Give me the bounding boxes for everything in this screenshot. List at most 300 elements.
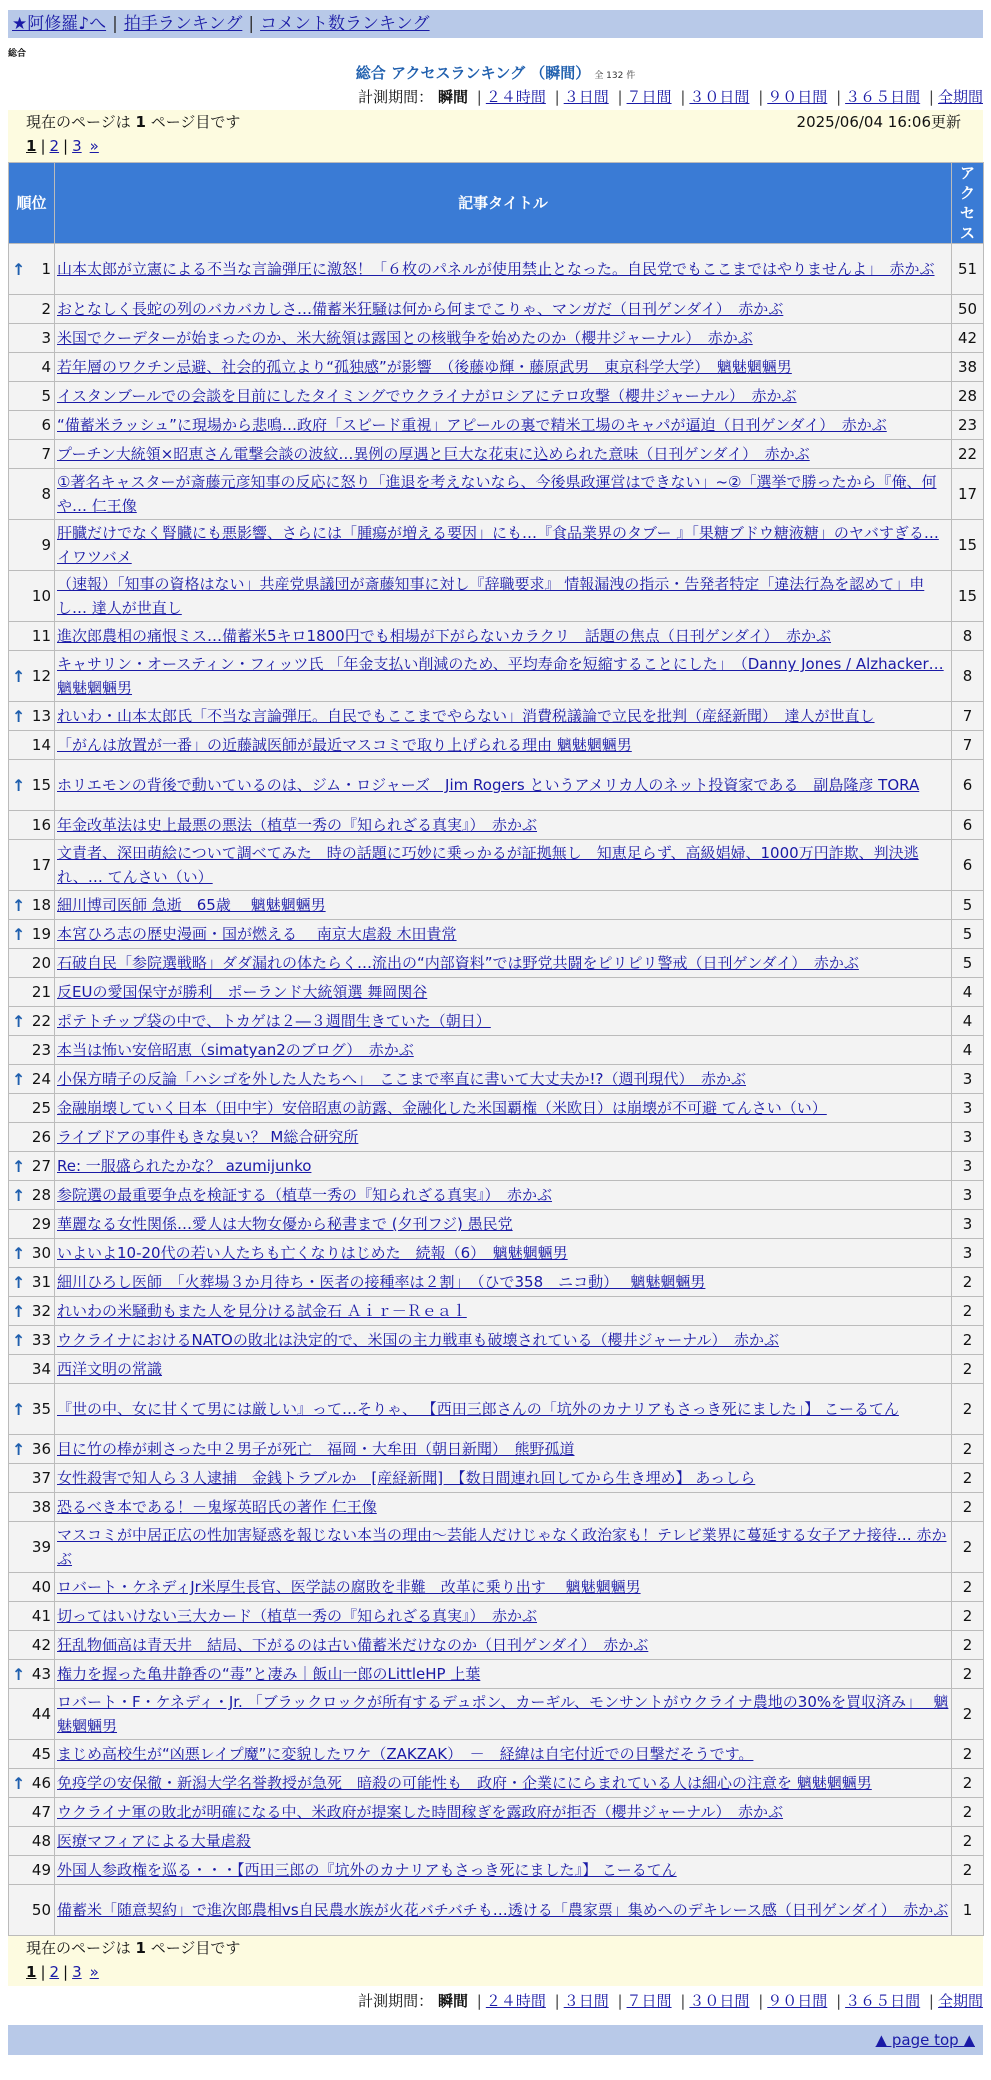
rank-number: 47 — [31, 1803, 51, 1821]
rank-number: 19 — [31, 925, 51, 943]
period-90d-link[interactable]: ９０日間 — [767, 88, 828, 106]
access-count: 2 — [952, 1493, 984, 1522]
table-row — [9, 411, 984, 440]
period-30d-link[interactable]: ３０日間 — [689, 1992, 750, 2010]
article-title-link[interactable]: ウクライナにおけるNATOの敗北は決定的で、米国の主力戦車も破壊されている（櫻井ジャーナル） 赤かぶ — [57, 1331, 779, 1349]
rank-number: 45 — [31, 1745, 51, 1763]
table-row — [9, 1181, 984, 1210]
period-nav-bottom: 計測期間： 瞬間 | ２４時間 | ３日間 | ７日間 | ３０日間 | ９０日間 | ３６５日間 | 全期間 — [358, 1992, 983, 2010]
updated-timestamp: 2025/06/04 16:06更新 — [796, 113, 961, 131]
title-cell — [55, 1602, 952, 1631]
table-row — [9, 1435, 984, 1464]
rank-cell — [9, 1493, 55, 1522]
rank-cell — [9, 1065, 55, 1094]
article-title-link[interactable]: イスタンブールでの会談を目前にしたタイミングでウクライナがロシアにテロ攻撃（櫻井ジャーナル） 赤かぶ — [57, 387, 797, 405]
article-title-link[interactable]: 医療マフィアによる大量虐殺 — [57, 1832, 251, 1850]
table-row — [9, 1573, 984, 1602]
access-count: 23 — [952, 411, 984, 440]
rank-number: 36 — [31, 1440, 51, 1458]
rank-number: 3 — [41, 329, 51, 347]
table-row — [9, 1798, 984, 1827]
access-count: 2 — [952, 1355, 984, 1384]
article-title-link[interactable]: 肝臓だけでなく腎臓にも悪影響、さらには「腫瘍が増える要因」にも…『食品業界のタブー 』「果糖ブドウ糖液糖」のヤバすぎる… イワツバメ — [57, 524, 939, 566]
period-3d-link[interactable]: ３日間 — [563, 1992, 609, 2010]
title-cell — [55, 324, 952, 353]
article-title-link[interactable]: 参院選の最重要争点を検証する（植草一秀の『知られざる真実』） 赤かぶ — [57, 1186, 553, 1204]
article-title-link[interactable]: 『世の中、女に甘くて男には厳しい』って…そりゃ、 【西田三郎さんの「坑外のカナリアもさっき死にました」】 こーるてん — [57, 1400, 899, 1418]
period-label: 計測期間： — [358, 88, 434, 106]
period-label: 計測期間： — [358, 1992, 434, 2010]
rank-cell — [9, 571, 55, 622]
title-cell — [55, 571, 952, 622]
rank-number: 16 — [31, 816, 51, 834]
article-title-link[interactable]: れいわの米騒動もまた人を見分ける試金石 Ａｉｒ－Ｒｅａｌ — [57, 1302, 467, 1320]
table-row — [9, 731, 984, 760]
rank-number: 28 — [31, 1186, 51, 1204]
article-title-link[interactable]: 狂乱物価高は青天井 結局、下がるのは古い備蓄米だけなのか（日刊ゲンダイ） 赤かぶ — [57, 1636, 649, 1654]
table-row — [9, 949, 984, 978]
clap-ranking-link[interactable]: 拍手ランキング — [123, 14, 243, 34]
table-row — [9, 1094, 984, 1123]
table-row — [9, 1769, 984, 1798]
article-title-link[interactable]: 年金改革法は史上最悪の悪法（植草一秀の『知られざる真実』） 赤かぶ — [57, 816, 538, 834]
rank-cell — [9, 1798, 55, 1827]
rank-cell — [9, 1152, 55, 1181]
title-cell — [55, 1036, 952, 1065]
title-cell — [55, 1435, 952, 1464]
rank-cell — [9, 382, 55, 411]
paging-box-top — [8, 110, 983, 162]
rank-cell — [9, 1827, 55, 1856]
article-title-link[interactable]: 反EUの愛国保守が勝利 ポーランド大統領選 舞岡関谷 — [57, 983, 428, 1001]
article-title-link[interactable]: ロバート・ケネディJr米厚生長官、医学誌の腐敗を非難 改革に乗り出す 魑魅魍魎男 — [57, 1578, 641, 1596]
page-3-link[interactable]: 3 — [72, 1963, 82, 1981]
access-count: 17 — [952, 469, 984, 520]
access-count: 2 — [952, 1522, 984, 1573]
access-count: 28 — [952, 382, 984, 411]
access-count: 2 — [952, 1464, 984, 1493]
table-row — [9, 353, 984, 382]
table-row — [9, 1268, 984, 1297]
access-count: 7 — [952, 702, 984, 731]
rank-cell — [9, 1631, 55, 1660]
article-title-link[interactable]: ライブドアの事件もきな臭い？ M総合研究所 — [57, 1128, 359, 1146]
rank-column-header: 順位 — [9, 163, 55, 244]
article-title-link[interactable]: 若年層のワクチン忌避、社会的孤立より“孤独感”が影響 （後藤ゆ輝・藤原武男 東京科学大学） 魑魅魍魎男 — [57, 358, 792, 376]
title-cell — [55, 731, 952, 760]
table-row — [9, 1740, 984, 1769]
article-title-link[interactable]: まじめ高校生が“凶悪レイプ魔”に変貌したワケ（ZAKZAK） － 経緯は自宅付近での目撃だそうです。 — [57, 1745, 754, 1763]
rank-cell — [9, 1007, 55, 1036]
title-cell — [55, 1827, 952, 1856]
article-title-link[interactable]: 細川ひろし医師 「火葬場３か月待ち・医者の接種率は２割」 （ひで358 ニコ動） 魑魅魍魎男 — [57, 1273, 706, 1291]
access-count: 8 — [952, 622, 984, 651]
page-title — [0, 62, 991, 83]
article-title-link[interactable]: ウクライナ軍の敗北が明確になる中、米政府が提案した時間稼ぎを露政府が拒否（櫻井ジャーナル） 赤かぶ — [57, 1803, 784, 1821]
title-cell — [55, 382, 952, 411]
rank-number: 21 — [31, 983, 51, 1001]
rank-number: 33 — [31, 1331, 51, 1349]
table-row — [9, 920, 984, 949]
title-cell — [55, 920, 952, 949]
rank-up-arrow-icon: ↑ — [12, 1273, 26, 1292]
rank-number: 40 — [31, 1578, 51, 1596]
title-cell — [55, 1123, 952, 1152]
table-row — [9, 622, 984, 651]
rank-number: 20 — [31, 954, 51, 972]
title-cell — [55, 1384, 952, 1435]
rank-cell — [9, 760, 55, 811]
title-cell — [55, 1152, 952, 1181]
period-24h-link[interactable]: ２４時間 — [485, 1992, 546, 2010]
article-title-link[interactable]: 西洋文明の常識 — [57, 1360, 163, 1378]
access-count: 5 — [952, 949, 984, 978]
article-title-link[interactable]: 石破自民「参院選戦略」ダダ漏れの体たらく…流出の“内部資料”では野党共闘をピリピリ警戒（日刊ゲンダイ） 赤かぶ — [57, 954, 859, 972]
rank-up-arrow-icon: ↑ — [12, 1070, 26, 1089]
article-title-link[interactable]: 免疫学の安保徹・新潟大学名誉教授が急死 暗殺の可能性も 政府・企業ににらまれている人は細心の注意を 魑魅魍魎男 — [57, 1774, 872, 1792]
article-title-link[interactable]: おとなしく長蛇の列のバカバカしさ…備蓄米狂騒は何から何までこりゃ、マンガだ（日刊ゲンダイ） 赤かぶ — [57, 300, 784, 318]
title-cell — [55, 811, 952, 840]
title-cell — [55, 411, 952, 440]
access-count: 7 — [952, 731, 984, 760]
rank-cell — [9, 1326, 55, 1355]
article-title-link[interactable]: 小保方晴子の反論「ハシゴを外した人たちへ」 ここまで率直に書いて大丈夫か!?（週刊現代） 赤かぶ — [57, 1070, 746, 1088]
article-title-link[interactable]: マスコミが中居正広の性加害疑惑を報じない本当の理由～芸能人だけじゃなく政治家も！テレビ業界に蔓延する女子アナ接待… 赤かぶ — [57, 1526, 947, 1568]
article-title-link[interactable]: 金融崩壊していく日本（田中宇）安倍昭恵の訪露、金融化した米国覇権（米欧日）は崩壊が不可避 てんさい（い） — [57, 1099, 827, 1117]
asyura-home-link[interactable]: ★阿修羅♪へ — [12, 14, 107, 34]
ranking-table — [8, 162, 984, 1936]
table-row — [9, 1007, 984, 1036]
article-title-link[interactable]: 女性殺害で知人ら３人逮捕 金銭トラブルか [産経新聞] 【数日間連れ回してから生き埋め】 あっしら — [57, 1469, 756, 1487]
rank-up-arrow-icon: ↑ — [12, 1012, 26, 1031]
category-label: 総合 — [8, 49, 27, 59]
period-365d-link[interactable]: ３６５日間 — [845, 1992, 921, 2010]
comment-ranking-link[interactable]: コメント数ランキング — [260, 14, 430, 34]
rank-cell — [9, 324, 55, 353]
pagination-bottom: 1 | 2 | 3 » — [26, 1963, 99, 1981]
access-count: 2 — [952, 1660, 984, 1689]
access-count: 22 — [952, 440, 984, 469]
table-row — [9, 295, 984, 324]
table-row — [9, 1689, 984, 1740]
title-cell — [55, 1631, 952, 1660]
article-title-link[interactable]: 山本太郎が立憲による不当な言論弾圧に激怒！「６枚のパネルが使用禁止となった。自民党でもここまではやりませんよ」 赤かぶ — [57, 260, 935, 278]
article-title-link[interactable]: ロバート・F・ケネディ・Jr. 「ブラックロックが所有するデュポン、カーギル、モンサントがウクライナ農地の30%を買収済み」 魑魅魍魎男 — [57, 1693, 949, 1735]
title-cell — [55, 949, 952, 978]
rank-number: 9 — [41, 536, 51, 554]
access-count: 1 — [952, 1885, 984, 1936]
article-title-link[interactable]: ポテトチップ袋の中で、トカゲは２―３週間生きていた（朝日） — [57, 1012, 491, 1030]
rank-up-arrow-icon: ↑ — [12, 1665, 26, 1684]
rank-up-arrow-icon: ↑ — [12, 1440, 26, 1459]
page-2-link[interactable]: 2 — [49, 1963, 60, 1981]
table-row — [9, 1885, 984, 1936]
rank-number: 11 — [31, 627, 51, 645]
rank-up-arrow-icon: ↑ — [12, 1302, 26, 1321]
access-count: 15 — [952, 520, 984, 571]
rank-number: 46 — [31, 1774, 51, 1792]
title-cell — [55, 1856, 952, 1885]
page-1-current: 1 — [26, 137, 37, 155]
page-status: 現在のページは 1 ページ目です 2025/06/04 16:06更新 — [26, 110, 965, 134]
rank-number: 29 — [31, 1215, 51, 1233]
access-count: 3 — [952, 1123, 984, 1152]
title-cell — [55, 622, 952, 651]
table-row — [9, 651, 984, 702]
table-row — [9, 1522, 984, 1573]
rank-cell — [9, 1602, 55, 1631]
page-status-bottom: 現在のページは 1 ページ目です — [26, 1939, 241, 1957]
access-count: 5 — [952, 891, 984, 920]
nav-separator: | — [248, 14, 255, 34]
table-row — [9, 1210, 984, 1239]
table-row — [9, 571, 984, 622]
rank-up-arrow-icon: ↑ — [12, 1157, 26, 1176]
rank-number: 44 — [31, 1705, 51, 1723]
article-title-link[interactable]: れいわ・山本太郎氏「不当な言論弾圧。自民でもここまでやらない」消費税議論で立民を批判（産経新聞） 達人が世直し — [57, 707, 875, 725]
title-cell — [55, 1355, 952, 1384]
total-count: 全 132 件 — [594, 71, 636, 81]
article-title-link[interactable]: いよいよ10-20代の若い人たちも亡くなりはじめた 続報（6） 魑魅魍魎男 — [57, 1244, 568, 1262]
access-count: 2 — [952, 1297, 984, 1326]
article-title-link[interactable]: 外国人参政権を巡る・・・【西田三郎の『坑外のカナリアもさっき死にました』】 こーるてん — [57, 1861, 677, 1879]
table-row — [9, 1036, 984, 1065]
rank-up-arrow-icon: ↑ — [12, 1331, 26, 1350]
rank-number: 23 — [31, 1041, 51, 1059]
article-title-link[interactable]: “備蓄米ラッシュ”に現場から悲鳴…政府「スピード重視」アピールの裏で精米工場のキャパが逼迫（日刊ゲンダイ） 赤かぶ — [57, 416, 887, 434]
rank-number: 35 — [31, 1400, 51, 1418]
table-row — [9, 702, 984, 731]
rank-cell — [9, 520, 55, 571]
rank-cell — [9, 1355, 55, 1384]
current-page-number: 1 — [135, 1939, 146, 1957]
access-count: 6 — [952, 840, 984, 891]
ranking-title: 総合 アクセスランキング （瞬間） — [355, 64, 591, 82]
period-90d-link[interactable]: ９０日間 — [767, 1992, 828, 2010]
article-title-link[interactable]: 華麗なる女性関係…愛人は大物女優から秘書まで (夕刊フジ) 愚民党 — [57, 1215, 513, 1233]
rank-cell — [9, 840, 55, 891]
period-current: 瞬間 — [437, 88, 468, 106]
access-count: 4 — [952, 1036, 984, 1065]
period-365d-link[interactable]: ３６５日間 — [845, 88, 921, 106]
article-title-link[interactable]: 細川博司医師 急逝 65歳 魑魅魍魎男 — [57, 896, 326, 914]
rank-cell — [9, 1297, 55, 1326]
title-cell — [55, 1769, 952, 1798]
title-cell — [55, 760, 952, 811]
article-title-link[interactable]: 権力を握った亀井静香の“毒”と凄み｜飯山一郎のLittleHP 上葉 — [57, 1665, 481, 1683]
title-cell — [55, 651, 952, 702]
rank-number: 22 — [31, 1012, 51, 1030]
next-page-link[interactable]: » — [89, 137, 99, 155]
title-cell — [55, 891, 952, 920]
title-cell — [55, 469, 952, 520]
rank-number: 8 — [41, 485, 51, 503]
title-column-header: 記事タイトル — [55, 163, 952, 244]
title-cell — [55, 1268, 952, 1297]
access-count: 2 — [952, 1573, 984, 1602]
table-row — [9, 244, 984, 295]
article-title-link[interactable]: Re: 一服盛られたかな？ azumijunko — [57, 1157, 312, 1175]
title-cell — [55, 520, 952, 571]
access-column-header: アクセス — [952, 163, 984, 244]
rank-cell — [9, 1435, 55, 1464]
table-row — [9, 1123, 984, 1152]
access-count: 5 — [952, 920, 984, 949]
table-row — [9, 1384, 984, 1435]
rank-number: 50 — [31, 1901, 51, 1919]
page-top-link[interactable]: ▲ page top ▲ — [875, 2031, 975, 2049]
article-title-link[interactable]: （速報）「知事の資格はない」共産党県議団が斎藤知事に対し『辞職要求』 情報漏洩の指示・告発者特定「違法行為を認めて」申し… 達人が世直し — [57, 575, 925, 617]
title-cell — [55, 1464, 952, 1493]
access-count: 4 — [952, 978, 984, 1007]
access-count: 38 — [952, 353, 984, 382]
rank-number: 30 — [31, 1244, 51, 1262]
period-24h-link[interactable]: ２４時間 — [485, 88, 546, 106]
article-title-link[interactable]: 文責者、深田萌絵について調べてみた 時の話題に巧妙に乗っかるが証拠無し 知恵足らず、高級娼婦、1000万円詐欺、判決逃れ、… てんさい（い） — [57, 844, 919, 886]
access-count: 3 — [952, 1210, 984, 1239]
rank-cell — [9, 411, 55, 440]
rank-up-arrow-icon: ↑ — [12, 1774, 26, 1793]
period-7d-link[interactable]: ７日間 — [626, 88, 672, 106]
rank-cell — [9, 1464, 55, 1493]
rank-up-arrow-icon: ↑ — [12, 896, 26, 915]
rank-number: 24 — [31, 1070, 51, 1088]
title-cell — [55, 1181, 952, 1210]
next-page-link[interactable]: » — [89, 1963, 99, 1981]
rank-number: 13 — [31, 707, 51, 725]
table-row — [9, 440, 984, 469]
title-cell — [55, 1885, 952, 1936]
rank-cell — [9, 1856, 55, 1885]
rank-number: 26 — [31, 1128, 51, 1146]
article-title-link[interactable]: ホリエモンの背後で動いているのは、ジム・ロジャーズ Jim Rogers というアメリカ人のネット投資家である 副島隆彦 TORA — [57, 776, 920, 794]
rank-number: 18 — [31, 896, 51, 914]
article-title-link[interactable]: キャサリン・オースティン・フィッツ氏 「年金支払い削減のため、平均寿命を短縮することにした」 （Danny Jones / Alzhacker… 魑魅魍魎男 — [57, 655, 944, 697]
period-3d-link[interactable]: ３日間 — [563, 88, 609, 106]
article-title-link[interactable]: 本当は怖い安倍昭恵（simatyan2のブログ） 赤かぶ — [57, 1041, 414, 1059]
rank-cell — [9, 1036, 55, 1065]
rank-cell — [9, 1210, 55, 1239]
access-count: 3 — [952, 1094, 984, 1123]
access-count: 2 — [952, 1435, 984, 1464]
title-cell — [55, 1065, 952, 1094]
rank-number: 25 — [31, 1099, 51, 1117]
article-title-link[interactable]: ①著名キャスターが斎藤元彦知事の反応に怒り「進退を考えないなら、今後県政運営はできない」~②「選挙で勝ったから『俺、何や… 仁王像 — [57, 473, 937, 515]
rank-cell — [9, 353, 55, 382]
access-count: 42 — [952, 324, 984, 353]
table-row — [9, 1152, 984, 1181]
table-row — [9, 324, 984, 353]
rank-up-arrow-icon: ↑ — [12, 776, 26, 795]
table-row — [9, 1297, 984, 1326]
article-title-link[interactable]: 切ってはいけない三大カード（植草一秀の『知られざる真実』） 赤かぶ — [57, 1607, 538, 1625]
page-3-link[interactable]: 3 — [72, 137, 82, 155]
rank-up-arrow-icon: ↑ — [12, 260, 26, 279]
rank-cell — [9, 920, 55, 949]
rank-number: 4 — [41, 358, 51, 376]
rank-cell — [9, 1689, 55, 1740]
article-title-link[interactable]: 目に竹の棒が刺さった中２男子が死亡 福岡・大牟田（朝日新聞） 熊野孤道 — [57, 1440, 575, 1458]
rank-cell — [9, 978, 55, 1007]
title-cell — [55, 1573, 952, 1602]
rank-up-arrow-icon: ↑ — [12, 1186, 26, 1205]
title-cell — [55, 440, 952, 469]
access-count: 2 — [952, 1631, 984, 1660]
rank-cell — [9, 1522, 55, 1573]
access-count: 2 — [952, 1827, 984, 1856]
table-row — [9, 811, 984, 840]
rank-number: 2 — [41, 300, 51, 318]
rank-number: 48 — [31, 1832, 51, 1850]
access-count: 2 — [952, 1268, 984, 1297]
rank-cell — [9, 1123, 55, 1152]
article-title-link[interactable]: プーチン大統領×昭恵さん電撃会談の波紋…異例の厚遇と巨大な花束に込められた意味（日刊ゲンダイ） 赤かぶ — [57, 445, 810, 463]
title-cell — [55, 1689, 952, 1740]
access-count: 2 — [952, 1326, 984, 1355]
title-cell — [55, 840, 952, 891]
nav-separator: | — [112, 14, 118, 34]
period-all-link[interactable]: 全期間 — [937, 1992, 983, 2010]
table-row — [9, 840, 984, 891]
rank-number: 14 — [31, 736, 51, 754]
period-30d-link[interactable]: ３０日間 — [689, 88, 750, 106]
article-title-link[interactable]: 恐るべき本である！－鬼塚英昭氏の著作 仁王像 — [57, 1498, 377, 1516]
rank-number: 34 — [31, 1360, 51, 1378]
article-title-link[interactable]: 進次郎農相の痛恨ミス…備蓄米5キロ1800円でも相場が下がらないカラクリ 話題の焦点（日刊ゲンダイ） 赤かぶ — [57, 627, 832, 645]
title-cell — [55, 1094, 952, 1123]
rank-number: 5 — [41, 387, 51, 405]
title-cell — [55, 353, 952, 382]
rank-cell — [9, 1740, 55, 1769]
title-cell — [55, 1740, 952, 1769]
title-cell — [55, 1210, 952, 1239]
rank-cell — [9, 1660, 55, 1689]
access-count: 6 — [952, 760, 984, 811]
page-2-link[interactable]: 2 — [49, 137, 60, 155]
rank-number: 1 — [41, 260, 51, 278]
article-title-link[interactable]: 備蓄米「随意契約」で進次郎農相vs自民農水族が火花バチバチも…透ける「農家票」集めへのデキレース感（日刊ゲンダイ） 赤かぶ — [57, 1901, 949, 1919]
table-row — [9, 1602, 984, 1631]
period-7d-link[interactable]: ７日間 — [626, 1992, 672, 2010]
table-row — [9, 891, 984, 920]
access-count: 3 — [952, 1152, 984, 1181]
table-row — [9, 469, 984, 520]
rank-number: 27 — [31, 1157, 51, 1175]
article-title-link[interactable]: 「がんは放置が一番」の近藤誠医師が最近マスコミで取り上げられる理由 魑魅魍魎男 — [57, 736, 632, 754]
rank-cell — [9, 295, 55, 324]
rank-cell — [9, 811, 55, 840]
rank-cell — [9, 1268, 55, 1297]
title-cell — [55, 244, 952, 295]
title-cell — [55, 1326, 952, 1355]
rank-cell — [9, 891, 55, 920]
title-cell — [55, 702, 952, 731]
access-count: 50 — [952, 295, 984, 324]
title-cell — [55, 1522, 952, 1573]
rank-number: 38 — [31, 1498, 51, 1516]
rank-up-arrow-icon: ↑ — [12, 707, 26, 726]
table-row — [9, 1660, 984, 1689]
article-title-link[interactable]: 米国でクーデターが始まったのか、米大統領は露国との核戦争を始めたのか（櫻井ジャーナル） 赤かぶ — [57, 329, 753, 347]
period-all-link[interactable]: 全期間 — [937, 88, 983, 106]
rank-up-arrow-icon: ↑ — [12, 925, 26, 944]
table-row — [9, 1239, 984, 1268]
rank-number: 6 — [41, 416, 51, 434]
article-title-link[interactable]: 本宮ひろ志の歴史漫画・国が燃える 南京大虐殺 木田貴常 — [57, 925, 457, 943]
table-row — [9, 1464, 984, 1493]
table-row — [9, 1355, 984, 1384]
access-count: 3 — [952, 1065, 984, 1094]
